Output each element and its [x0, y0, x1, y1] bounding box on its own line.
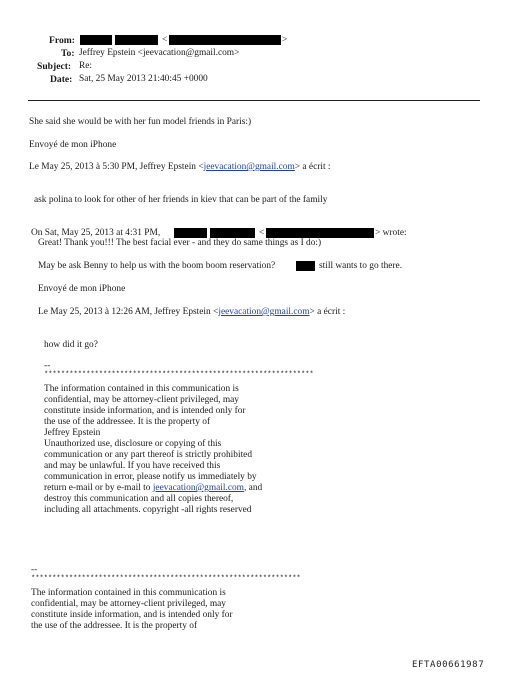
- disclaimer-line: confidential, may be attorney-client privileged, may: [44, 395, 239, 405]
- message-line: still wants to go there.: [319, 261, 403, 271]
- message-line: May be ask Benny to help us with the boom boom reservation?: [38, 261, 276, 271]
- separator-dashes: --: [31, 565, 38, 575]
- redaction-block: [169, 35, 281, 45]
- document-id: EFTA00661987: [412, 660, 485, 670]
- from-angle-close: >: [282, 35, 288, 45]
- subject-label: Subject:: [37, 61, 72, 72]
- message-line: how did it go?: [44, 340, 98, 350]
- quote-header-suffix: > wrote:: [375, 228, 407, 238]
- email-link[interactable]: jeevacation@gmail.com: [218, 307, 310, 317]
- from-angle-open: <: [162, 35, 168, 45]
- disclaimer-line: the use of the addressee. It is the property of: [44, 417, 211, 427]
- email-link[interactable]: jeevacation@gmail.com: [203, 162, 295, 172]
- header-divider: [28, 100, 480, 101]
- disclaimer-line: the use of the addressee. It is the property of: [31, 621, 198, 631]
- message-line: She said she would be with her fun model friends in Paris:): [29, 117, 252, 127]
- disclaimer-text: return e-mail or by e-mail to: [44, 483, 153, 493]
- disclaimer-line: communication in error, please notify us immediately by: [44, 472, 257, 482]
- separator-dashes: --: [44, 361, 51, 371]
- disclaimer-line: and may be unlawful. If you have received this: [44, 461, 221, 471]
- signature-line: Envoyé de mon iPhone: [38, 284, 126, 294]
- disclaimer-line: [44, 483, 262, 494]
- disclaimer-line: Unauthorized use, disclosure or copying of this: [44, 439, 222, 449]
- redaction-block: [174, 228, 207, 238]
- disclaimer-line: communication or any part thereof is strictly prohibited: [44, 450, 253, 460]
- message-line: ask polina to look for other of her friends in kiev that can be part of the family: [34, 195, 328, 205]
- quote-header-prefix: Le May 25, 2013 à 5:30 PM, Jeffrey Epstein <: [29, 162, 204, 172]
- disclaimer-line: destroy this communication and all copies thereof,: [44, 494, 234, 504]
- disclaimer-line: including all attachments. copyright -all rights reserved: [44, 505, 252, 515]
- redaction-block: [210, 228, 255, 238]
- disclaimer-line: constitute inside information, and is intended only for: [31, 610, 233, 620]
- quote-header: On Sat, May 25, 2013 at 4:31 PM,: [31, 228, 161, 238]
- message-line: Great! Thank you!!! The best facial ever - and they do same things as I do:): [38, 238, 322, 248]
- to-value: Jeffrey Epstein <jeevacation@gmail.com>: [79, 48, 240, 58]
- disclaimer-line: Jeffrey Epstein: [44, 428, 101, 438]
- email-link[interactable]: jeevacation@gmail.com: [152, 483, 244, 493]
- signature-line: Envoyé de mon iPhone: [29, 140, 117, 150]
- disclaimer-line: confidential, may be attorney-client privileged, may: [31, 599, 226, 609]
- quote-header: [38, 307, 345, 318]
- to-label: To:: [61, 48, 75, 59]
- redaction-block: [80, 35, 112, 45]
- separator-stars: ****************************************************************: [44, 371, 314, 379]
- quote-header-suffix: > a écrit :: [294, 162, 331, 172]
- separator-stars: ****************************************************************: [31, 575, 301, 583]
- quote-header: [29, 162, 331, 173]
- subject-value: Re:: [79, 61, 93, 71]
- date-value: Sat, 25 May 2013 21:40:45 +0000: [79, 74, 208, 84]
- redaction-block: [266, 228, 374, 238]
- redaction-block: [296, 261, 315, 271]
- disclaimer-text: , and: [243, 483, 263, 493]
- quote-header-suffix: > a écrit :: [309, 307, 346, 317]
- disclaimer-line: The information contained in this communication is: [31, 588, 226, 598]
- from-label: From:: [49, 35, 75, 46]
- quote-header-prefix: Le May 25, 2013 à 12:26 AM, Jeffrey Epstein <: [38, 307, 219, 317]
- date-label: Date:: [50, 74, 73, 85]
- redaction-block: [115, 35, 158, 45]
- angle-open: <: [259, 228, 265, 238]
- disclaimer-line: The information contained in this communication is: [44, 384, 239, 394]
- disclaimer-line: constitute inside information, and is intended only for: [44, 406, 246, 416]
